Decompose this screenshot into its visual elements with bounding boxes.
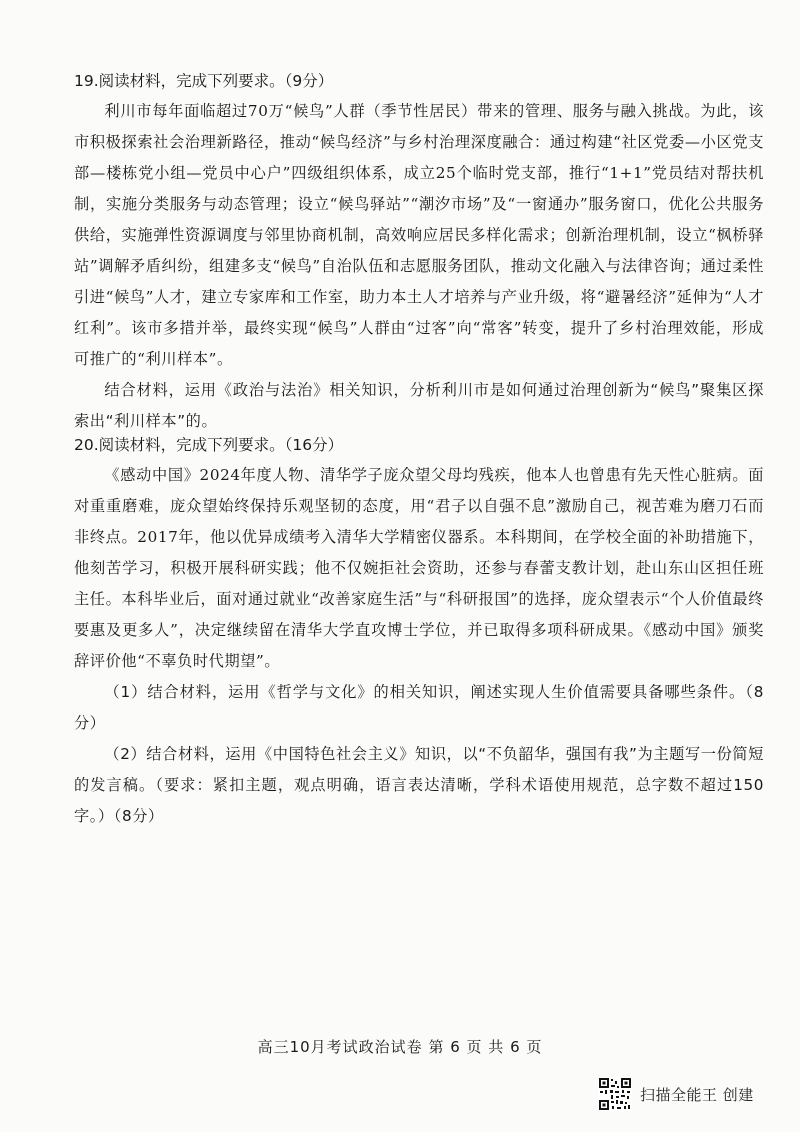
question-20-heading: 20.阅读材料，完成下列要求。（16分） bbox=[74, 436, 344, 454]
question-19-material: 利川市每年面临超过70万“候鸟”人群（季节性居民）带来的管理、服务与融入挑战。为此，该市积极探索社会治理新路径，推动“候鸟经济”与乡村治理深度融合：通过构建“社区党委—小区党支部—楼栋党小组—党员中心户”四级组织体系，成立25个临时党支部，推行“1+1”党员结对帮扶机制，实施分类服务与动态管理；设立“候鸟驿站”“潮汐市场”及“一窗通办”服务窗口，优化公共服务供给，实施弹性资源调度与邻里协商机制，高效响应居民多样化需求；创新治理机制，设立“枫桥驿站”调解矛盾纠纷，组建多支“候鸟”自治队伍和志愿服务团队，推动文化融入与法律咨询；通过柔性引进“候鸟”人才，建立专家库和工作室，助力本土人才培养与产业升级，将“避暑经济”延伸为“人才红利”。该市多措并举，最终实现“候鸟”人群由“过客”向“常客”转变，提升了乡村治理效能，形成可推广的“利川样本”。 bbox=[74, 102, 764, 368]
question-19 bbox=[74, 68, 764, 437]
page-footer: 高三10月考试政治试卷 第 6 页 共 6 页 bbox=[257, 1038, 543, 1056]
watermark-text: 扫描全能王 创建 bbox=[640, 1085, 754, 1104]
question-20-subquestion-1: （1）结合材料，运用《哲学与文化》的相关知识，阐述实现人生价值需要具备哪些条件。（8分） bbox=[74, 683, 764, 732]
question-19-heading: 19.阅读材料，完成下列要求。（9分） bbox=[74, 72, 334, 90]
question-19-task: 结合材料，运用《政治与法治》相关知识，分析利川市是如何通过治理创新为“候鸟”聚集区探索出“利川样本”的。 bbox=[74, 381, 764, 430]
camscanner-watermark bbox=[598, 1076, 754, 1112]
qr-code-icon bbox=[598, 1077, 632, 1111]
question-20-material: 《感动中国》2024年度人物、清华学子庞众望父母均残疾，他本人也曾患有先天性心脏病。面对重重磨难，庞众望始终保持乐观坚韧的态度，用“君子以自强不息”激励自己，视苦难为磨刀石而非终点。2017年，他以优异成绩考入清华大学精密仪器系。本科期间，在学校全面的补助措施下，他刻苦学习，积极开展科研实践；他不仅婉拒社会资助，还参与春蕾支教计划，赴山东山区担任班主任。本科毕业后，面对通过就业“改善家庭生活”与“科研报国”的选择，庞众望表示“个人价值最终要惠及更多人”，决定继续留在清华大学直攻博士学位，并已取得多项科研成果。《感动中国》颁奖辞评价他“不辜负时代期望”。 bbox=[74, 466, 764, 670]
question-20 bbox=[74, 432, 764, 832]
question-20-subquestion-2: （2）结合材料，运用《中国特色社会主义》知识，以“不负韶华，强国有我”为主题写一份简短的发言稿。（要求：紧扣主题，观点明确，语言表达清晰，学科术语使用规范，总字数不超过150字。）（8分） bbox=[74, 745, 764, 825]
